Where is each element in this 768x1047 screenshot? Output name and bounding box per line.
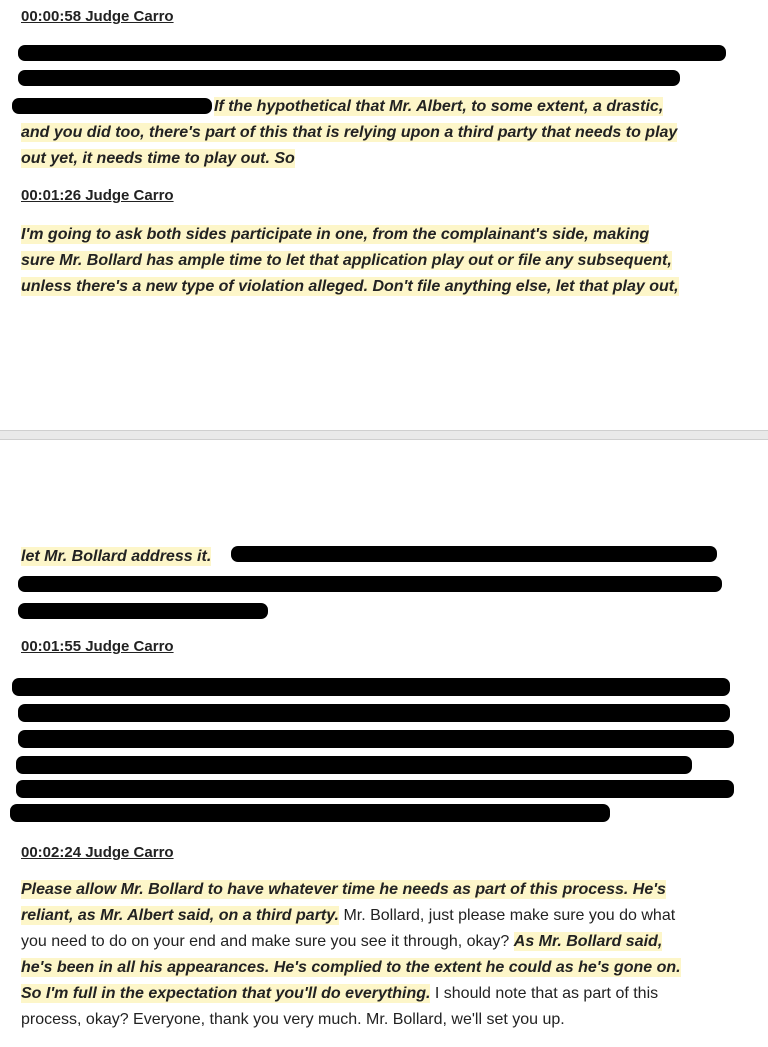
transcript-line [21, 929, 751, 955]
timestamp-speaker: 00:01:26 Judge Carro [21, 187, 174, 204]
redaction-bar [18, 704, 730, 722]
redaction-bar [231, 546, 717, 562]
highlighted-text: unless there's a new type of violation alleged. Don't file anything else, let that play out, [21, 278, 679, 295]
transcript-line [21, 222, 751, 248]
transcript-line [21, 955, 751, 981]
transcript-line [21, 248, 751, 274]
highlighted-text: out yet, it needs time to play out. So [21, 150, 295, 167]
redaction-bar [16, 756, 692, 774]
highlighted-text: So I'm full in the expectation that you'll do everything. [21, 985, 431, 1002]
highlighted-text: As Mr. Bollard said, [513, 933, 663, 950]
redaction-bar [16, 780, 734, 798]
highlighted-text: sure Mr. Bollard has ample time to let that application play out or file any subsequent, [21, 252, 672, 269]
transcript-line [21, 981, 751, 1007]
document-page-2 [0, 440, 768, 1047]
highlighted-text: Please allow Mr. Bollard to have whatever time he needs as part of this process. He's [21, 881, 666, 898]
redaction-bar [18, 730, 734, 748]
highlighted-text: If the hypothetical that Mr. Albert, to some extent, a drastic, [214, 98, 664, 115]
page-break [0, 430, 768, 440]
transcript-line [21, 120, 751, 146]
timestamp-speaker: 00:00:58 Judge Carro [21, 8, 174, 25]
transcript-line [21, 1007, 751, 1033]
redaction-bar [12, 678, 730, 696]
redaction-bar [12, 98, 212, 114]
redaction-bar [18, 603, 268, 619]
redaction-bar [18, 70, 680, 86]
document-page-1 [0, 0, 768, 430]
transcript-line [21, 146, 751, 172]
highlighted-text: I'm going to ask both sides participate in one, from the complainant's side, making [21, 226, 650, 243]
transcript-line [214, 94, 768, 120]
redaction-bar [10, 804, 610, 822]
highlighted-text: he's been in all his appearances. He's complied to the extent he could as he's gone on. [21, 959, 681, 976]
highlighted-text: reliant, as Mr. Albert said, on a third party. [21, 907, 339, 924]
plain-text: Mr. Bollard, just please make sure you do what [339, 907, 676, 924]
highlighted-text: and you did too, there's part of this that is relying upon a third party that needs to play [21, 124, 678, 141]
transcript-line [21, 903, 751, 929]
redaction-bar [18, 45, 726, 61]
plain-text: you need to do on your end and make sure you see it through, okay? [21, 933, 514, 950]
plain-text: process, okay? Everyone, thank you very much. Mr. Bollard, we'll set you up. [21, 1011, 565, 1028]
timestamp-speaker: 00:02:24 Judge Carro [21, 844, 174, 861]
transcript-line [21, 274, 751, 300]
redaction-bar [18, 576, 722, 592]
transcript-line [21, 877, 751, 903]
timestamp-speaker: 00:01:55 Judge Carro [21, 638, 174, 655]
highlighted-text: let Mr. Bollard address it. [21, 548, 212, 565]
plain-text: I should note that as part of this [430, 985, 659, 1002]
